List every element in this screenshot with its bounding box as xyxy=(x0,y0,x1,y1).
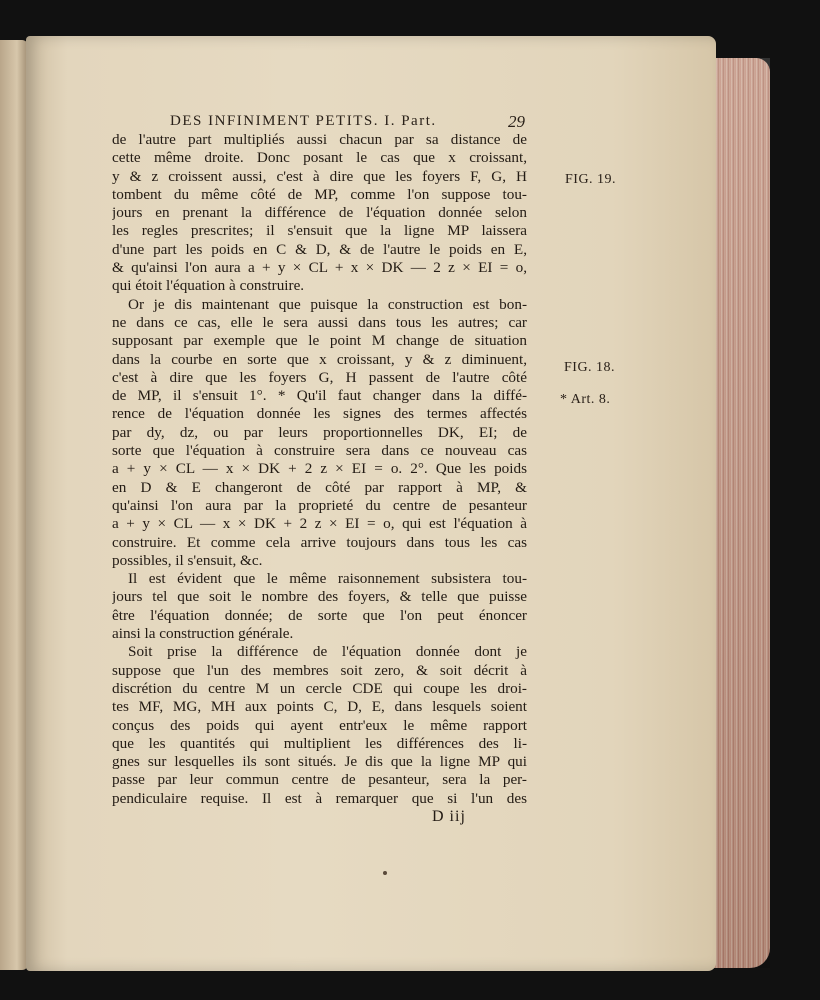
facing-page-edge xyxy=(0,40,28,970)
text-line: possibles, il s'ensuit, &c. xyxy=(112,551,263,569)
text-line: en D & E changeront de côté par rapport à MP, & xyxy=(112,478,527,496)
text-line: par dy, dz, ou par leurs proportionnelles DK, EI; de xyxy=(112,423,527,441)
text-line: gnes sur lesquelles ils sont situés. Je dis que la ligne MP qui xyxy=(112,753,527,771)
body-text xyxy=(112,131,527,808)
text-line: ne dans ce cas, elle le sera aussi dans tous les autres; car xyxy=(112,313,527,331)
text-line: les regles prescrites; il s'ensuit que la ligne MP laissera xyxy=(112,222,527,240)
page-number: 29 xyxy=(508,112,525,131)
text-line: pendiculaire requise. Il est à remarquer que si l'un des xyxy=(112,789,527,807)
text-line: être l'équation donnée; de sorte que l'on peut énoncer xyxy=(112,606,527,624)
text-line: supposant par exemple que le point M change de situation xyxy=(112,332,527,350)
text-line: Soit prise la différence de l'équation donnée dont je xyxy=(128,643,527,661)
text-line: passe par leur commun centre de pesanteur, sera la per- xyxy=(112,771,527,789)
text-line: tes MF, MG, MH aux points C, D, E, dans lesquels soient xyxy=(112,698,527,716)
text-line: Or je dis maintenant que puisque la construction est bon- xyxy=(128,295,527,313)
margin-note-art8: * Art. 8. xyxy=(560,392,611,407)
text-line: qu'ainsi l'on aura par la proprieté du centre de pesanteur xyxy=(112,496,527,514)
text-line: a + y × CL — x × DK + 2 z × EI = o, qui est l'équation à xyxy=(112,515,527,533)
text-line: c'est à dire que les foyers G, H passent de l'autre côté xyxy=(112,368,527,386)
text-line: construire. Et comme cela arrive toujours dans tous les cas xyxy=(112,533,527,551)
signature-mark: D iij xyxy=(432,808,466,825)
text-line: d'une part les poids en C & D, & de l'autre le poids en E, xyxy=(112,240,527,258)
margin-note-fig19: FIG. 19. xyxy=(565,172,617,187)
text-line: que les quantités qui multiplient les différences des li- xyxy=(112,734,527,752)
text-line: jours tel que soit le nombre des foyers, & telle que puisse xyxy=(112,588,527,606)
text-line: rence de l'équation donnée les signes des termes affectés xyxy=(112,405,527,423)
text-line: y & z croissent aussi, c'est à dire que les foyers F, G, H xyxy=(112,167,527,185)
text-line: Il est évident que le même raisonnement subsistera tou- xyxy=(128,570,527,588)
text-line: dans la courbe en sorte que x croissant, y & z diminuent, xyxy=(112,350,527,368)
text-line: & qu'ainsi l'on aura a + y × CL + x × DK — 2 z × EI = o, xyxy=(112,259,527,277)
running-head-title: DES INFINIMENT PETITS. I. Part. xyxy=(170,113,437,129)
text-line: jours en prenant la différence de l'équation donnée selon xyxy=(112,204,527,222)
text-line: cette même droite. Donc posant le cas que x croissant, xyxy=(112,149,527,167)
text-line: a + y × CL — x × DK + 2 z × EI = o. 2°. Que les poids xyxy=(112,460,527,478)
text-line: suppose que l'un des membres soit zero, & soit décrit à xyxy=(112,661,527,679)
text-line: de l'autre part multipliés aussi chacun par sa distance de xyxy=(112,131,527,148)
text-line: conçus des poids qui ayent entr'eux le même rapport xyxy=(112,716,527,734)
paper-speck xyxy=(383,871,387,875)
text-line: tombent du même côté de MP, comme l'on suppose tou- xyxy=(112,185,527,203)
text-line: sorte que l'équation à construire sera dans ce nouveau cas xyxy=(112,442,527,460)
text-line: discrétion du centre M un cercle CDE qui coupe les droi- xyxy=(112,679,527,697)
text-line: qui étoit l'équation à construire. xyxy=(112,277,305,295)
margin-note-fig18: FIG. 18. xyxy=(564,360,616,375)
running-head xyxy=(170,113,550,130)
text-line: ainsi la construction générale. xyxy=(112,625,294,643)
text-line: de MP, il s'ensuit 1°. * Qu'il faut changer dans la diffé- xyxy=(112,387,527,405)
